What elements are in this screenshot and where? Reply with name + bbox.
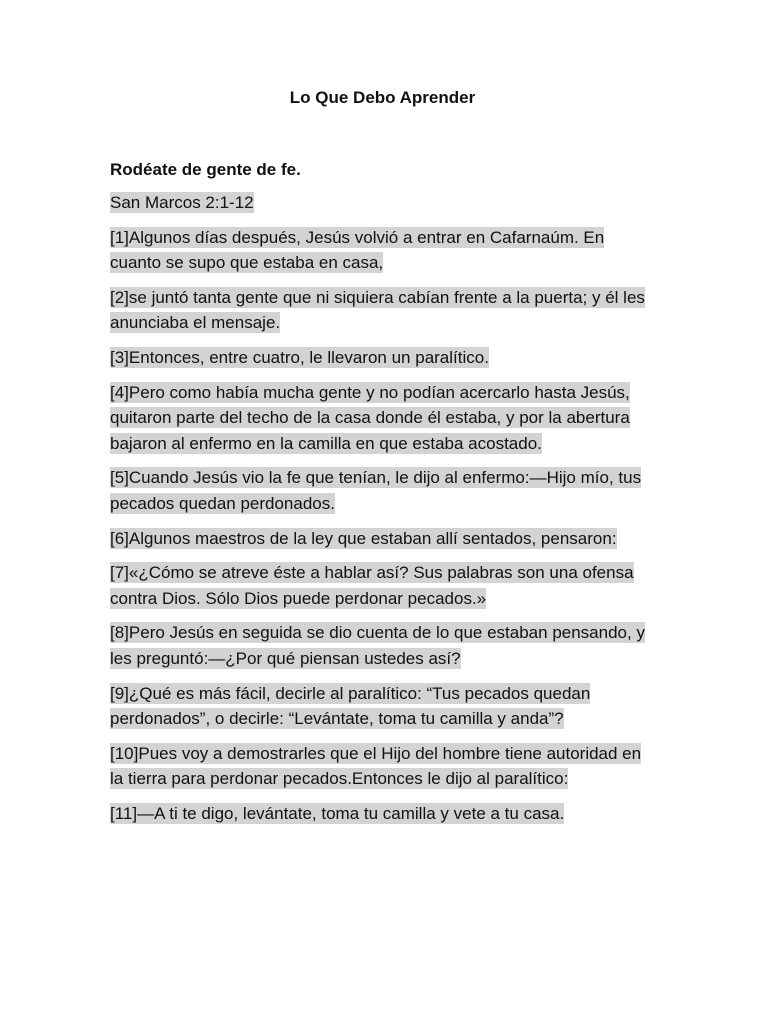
verse-text: [4]Pero como había mucha gente y no podían acercarlo hasta Jesús, quitaron parte del techo de la casa donde él estaba, y por la abertura bajaron al enfermo en la camilla en que estaba acostado. xyxy=(110,382,630,453)
verse-text: [11]—A ti te digo, levántate, toma tu camilla y vete a tu casa. xyxy=(110,803,565,823)
scripture-reference-text: San Marcos 2:1-12 xyxy=(110,193,254,212)
document-page xyxy=(110,86,655,835)
verse-text: [8]Pero Jesús en seguida se dio cuenta de lo que estaban pensando, y les preguntó:—¿Por qué piensan ustedes así? xyxy=(110,623,645,668)
section-heading xyxy=(110,158,655,182)
verse-2 xyxy=(110,285,655,336)
verse-11 xyxy=(110,801,655,827)
verse-4 xyxy=(110,380,655,457)
verse-text: [10]Pues voy a demostrarles que el Hijo del hombre tiene autoridad en la tierra para perdonar pecados.Entonces le dijo al paralítico: xyxy=(110,743,642,789)
verse-text: [1]Algunos días después, Jesús volvió a entrar en Cafarnaúm. En cuanto se supo que estaba en casa, xyxy=(110,227,605,273)
verse-text: [3]Entonces, entre cuatro, le llevaron un paralítico. xyxy=(110,347,489,367)
verse-9 xyxy=(110,681,655,732)
document-title-text: Lo Que Debo Aprender xyxy=(289,88,476,107)
section-heading-text: Rodéate de gente de fe. xyxy=(110,160,301,179)
verse-text: [7]«¿Cómo se atreve éste a hablar así? Sus palabras son una ofensa contra Dios. Sólo Dios puede perdonar pecados.» xyxy=(110,563,634,608)
verse-text: [5]Cuando Jesús vio la fe que tenían, le dijo al enfermo:—Hijo mío, tus pecados quedan perdonados. xyxy=(110,468,642,513)
scripture-reference xyxy=(110,190,655,216)
verse-text: [6]Algunos maestros de la ley que estaban allí sentados, pensaron: xyxy=(110,528,617,548)
verse-3 xyxy=(110,345,655,371)
verse-7 xyxy=(110,560,655,611)
verse-text: [9]¿Qué es más fácil, decirle al paralítico: “Tus pecados quedan perdonados”, o decirle: “Levántate, toma tu camilla y anda”? xyxy=(110,683,591,729)
verse-8 xyxy=(110,620,655,671)
verse-6 xyxy=(110,526,655,552)
verse-1 xyxy=(110,225,655,276)
verse-text: [2]se juntó tanta gente que ni siquiera cabían frente a la puerta; y él les anunciaba el mensaje. xyxy=(110,287,645,333)
verse-5 xyxy=(110,465,655,516)
verse-10 xyxy=(110,741,655,792)
document-title xyxy=(110,86,655,110)
